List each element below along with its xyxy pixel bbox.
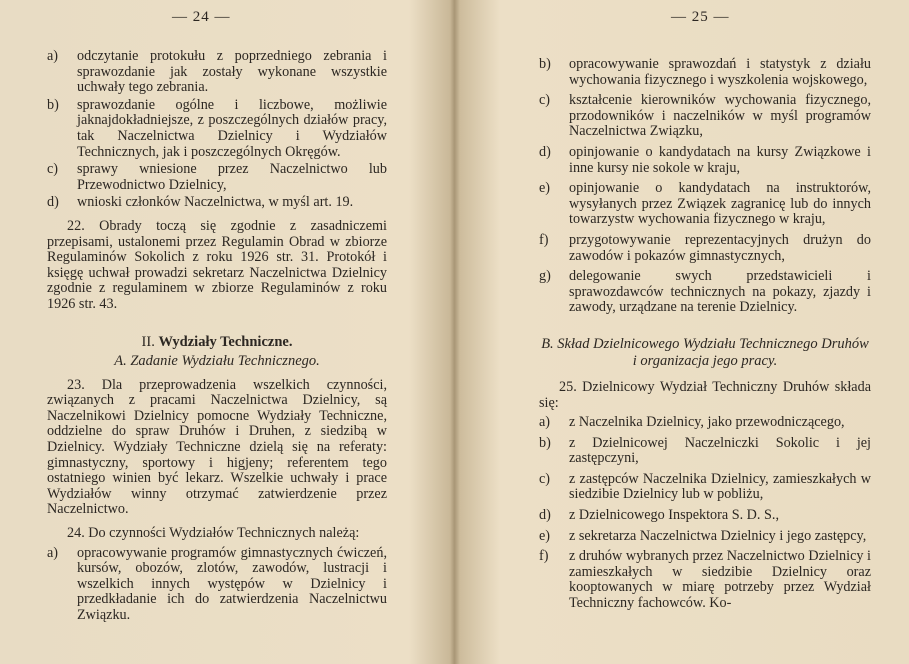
- left-page: [0, 0, 452, 664]
- right-page: [457, 0, 909, 664]
- paragraph-22: 22. Obrady toczą się zgodnie z zasadniczemi przepisami, ustalonemi przez Regulamin Obrad w zbiorze Regulaminów Sokolich z roku 1926 str. 31. Protokół i księgę uchwał prowadzi sekretarz Naczelnictwa Dzielnicy zgodnie z regulaminem w zbiorze Regulaminów z roku 1926 str. 43.: [47, 217, 387, 312]
- list-item: e) z sekretarza Naczelnictwa Dzielnicy i jego zastępcy,: [539, 527, 867, 544]
- list-item: e) opinjowanie o kandydatach na instruktorów, wysyłanych przez Związek zagranicę lub do innych towarzystw wychowania fizycznego w kraju,: [539, 180, 871, 228]
- list-item: b) z Dzielnicowej Naczelniczki Sokolic i jej zastępczyni,: [539, 434, 871, 467]
- list-item: f) z druhów wybranych przez Naczelnictwo Dzielnicy i zamieszkałych w siedzibie Dzielnicy oraz kooptowanych w miarę potrzeby przez Wydział Techniczny fachowców. Ko-: [539, 548, 871, 612]
- list-item: c) kształcenie kierowników wychowania fizycznego, przodowników i naczelników w myśl programów Naczelnictwa Związku,: [539, 92, 871, 140]
- list-item: a) opracowywanie programów gimnastycznych ćwiczeń, kursów, obozów, zlotów, zawodów, lustracji i wszelkich innych występów w Dzielnicy i przedkładanie ich do zatwierdzenia Naczelnictwu Związku.: [47, 544, 387, 623]
- paragraph-24: 24. Do czynności Wydziałów Technicznych należą:: [67, 525, 360, 542]
- section-heading: II. Wydziały Techniczne.: [141, 333, 293, 350]
- list-item: f) przygotowywanie reprezentacyjnych drużyn do zawodów i pokazów gimnastycznych,: [539, 231, 871, 264]
- list-item: b) sprawozdanie ogólne i liczbowe, możliwie jaknajdokładniejsze, z poszczególnych działów pracy, tak Naczelnictwa Dzielnicy i Wydziałów Technicznych, jak i poszczególnych Okręgów.: [47, 96, 387, 160]
- list-item: a) z Naczelnika Dzielnicy, jako przewodniczącego,: [539, 414, 845, 431]
- list-item: b) opracowywanie sprawozdań i statystyk z działu wychowania fizycznego i wyszkolenia wojskowego,: [539, 56, 871, 88]
- paragraph-23: 23. Dla przeprowadzenia wszelkich czynności, związanych z pracami Naczelnictwa Dzielnicy, są Naczelnikowi Dzielnicy pomocne Wydziały Techniczne, oddzielne do spraw Druhów i Druhen, z siedzibą w Dzielnicy. Wydziały Techniczne dzielą się na referaty: gimnastyczny, sportowy i higjeny; referentem tego ostatniego winien być lekarz. Wszelkie uchwały i prace Wydziałów winny otrzymać zatwierdzenie przez Naczelnictwo.: [47, 376, 387, 518]
- list-item: g) delegowanie swych przedstawicieli i sprawozdawców technicznych na pokazy, zjazdy i zawody, urządzane na terenie Dzielnicy.: [539, 268, 871, 316]
- list-item: d) opinjowanie o kandydatach na kursy Związkowe i inne kursy nie sokole w kraju,: [539, 143, 871, 176]
- page-body: [47, 49, 387, 626]
- page-body: [539, 57, 871, 617]
- list-item: c) sprawy wniesione przez Naczelnictwo lub Przewodnictwo Dzielnicy,: [47, 161, 387, 193]
- paragraph-25: 25. Dzielnicowy Wydział Techniczny Druhów składa się:: [539, 378, 871, 411]
- subsection-heading: B. Skład Dzielnicowego Wydziału Technicznego Druhów i organizacja jego pracy.: [541, 335, 869, 369]
- list-item: d) z Dzielnicowego Inspektora S. D. S.,: [539, 507, 780, 524]
- list-item: d) wnioski członków Naczelnictwa, w myśl art. 19.: [47, 194, 354, 211]
- page-number: — 25 —: [671, 9, 730, 25]
- page-number: — 24 —: [172, 9, 231, 25]
- subsection-heading: A. Zadanie Wydziału Technicznego.: [114, 353, 320, 370]
- list-item: a) odczytanie protokułu z poprzedniego zebrania i sprawozdanie jak zostały wykonane wszystkie uchwały tego zebrania.: [47, 48, 387, 96]
- list-item: c) z zastępców Naczelnika Dzielnicy, zamieszkałych w siedzibie Dzielnicy lub w pobliżu,: [539, 470, 871, 503]
